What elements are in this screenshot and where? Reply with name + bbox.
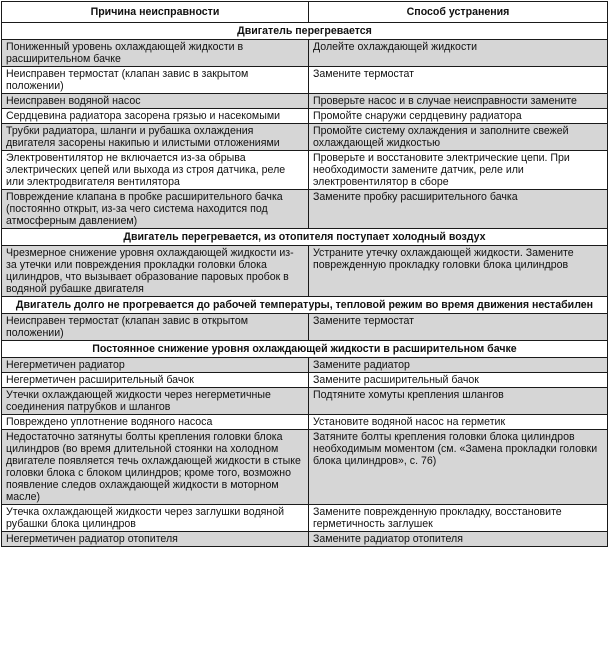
table-row (2, 94, 608, 109)
cause-cell: Неисправен термостат (клапан завис в открытом положении) (2, 314, 309, 341)
section-title: Двигатель перегревается, из отопителя поступает холодный воздух (2, 229, 608, 246)
table-body (2, 23, 608, 547)
troubleshooting-table (1, 1, 608, 547)
remedy-cell: Замените радиатор (309, 358, 608, 373)
cause-cell: Пониженный уровень охлаждающей жидкости в расширительном бачке (2, 40, 309, 67)
remedy-cell: Замените пробку расширительного бачка (309, 190, 608, 229)
table-row (2, 358, 608, 373)
table-row (2, 67, 608, 94)
cause-cell: Неисправен термостат (клапан завис в закрытом положении) (2, 67, 309, 94)
remedy-cell: Промойте снаружи сердцевину радиатора (309, 109, 608, 124)
remedy-cell: Устраните утечку охлаждающей жидкости. Замените поврежденную прокладку головки блока цилиндров (309, 246, 608, 297)
table-row (2, 40, 608, 67)
section-header-row (2, 23, 608, 40)
table-row (2, 415, 608, 430)
table-row (2, 430, 608, 505)
table-row (2, 109, 608, 124)
section-header-row (2, 229, 608, 246)
remedy-cell: Установите водяной насос на герметик (309, 415, 608, 430)
cause-cell: Неисправен водяной насос (2, 94, 309, 109)
remedy-cell: Замените радиатор отопителя (309, 532, 608, 547)
table-row (2, 505, 608, 532)
table-row (2, 246, 608, 297)
table-row (2, 151, 608, 190)
table-row (2, 190, 608, 229)
section-header-row (2, 341, 608, 358)
section-header-row (2, 297, 608, 314)
section-title: Двигатель долго не прогревается до рабочей температуры, тепловой режим во время движения нестабилен (2, 297, 608, 314)
cause-cell: Негерметичен радиатор отопителя (2, 532, 309, 547)
cause-cell: Негерметичен расширительный бачок (2, 373, 309, 388)
cause-cell: Утечка охлаждающей жидкости через заглушки водяной рубашки блока цилиндров (2, 505, 309, 532)
section-title: Постоянное снижение уровня охлаждающей жидкости в расширительном бачке (2, 341, 608, 358)
remedy-cell: Замените термостат (309, 314, 608, 341)
cause-cell: Утечки охлаждающей жидкости через негерметичные соединения патрубков и шлангов (2, 388, 309, 415)
remedy-cell: Проверьте и восстановите электрические цепи. При необходимости замените датчик, реле или электровентилятор в сборе (309, 151, 608, 190)
remedy-cell: Промойте систему охлаждения и заполните свежей охлаждающей жидкостью (309, 124, 608, 151)
table-row (2, 124, 608, 151)
table-row (2, 314, 608, 341)
header-remedy: Способ устранения (309, 2, 608, 23)
remedy-cell: Проверьте насос и в случае неисправности замените (309, 94, 608, 109)
header-cause: Причина неисправности (2, 2, 309, 23)
section-title: Двигатель перегревается (2, 23, 608, 40)
table-row (2, 388, 608, 415)
cause-cell: Повреждение клапана в пробке расширительного бачка (постоянно открыт, из-за чего система находится под атмосферным давлением) (2, 190, 309, 229)
table-row (2, 373, 608, 388)
remedy-cell: Затяните болты крепления головки блока цилиндров необходимым моментом (см. «Замена прокладки головки блока цилиндров», с. 76) (309, 430, 608, 505)
header-row (2, 2, 608, 23)
remedy-cell: Замените поврежденную прокладку, восстановите герметичность заглушек (309, 505, 608, 532)
remedy-cell: Замените термостат (309, 67, 608, 94)
table-row (2, 532, 608, 547)
cause-cell: Трубки радиатора, шланги и рубашка охлаждения двигателя засорены накипью и илистыми отложениями (2, 124, 309, 151)
cause-cell: Повреждено уплотнение водяного насоса (2, 415, 309, 430)
cause-cell: Чрезмерное снижение уровня охлаждающей жидкости из-за утечки или повреждения прокладки головки блока цилиндров, что вызывает образование паровых пробок в водяной рубашке двигателя (2, 246, 309, 297)
cause-cell: Негерметичен радиатор (2, 358, 309, 373)
cause-cell: Электровентилятор не включается из-за обрыва электрических цепей или выхода из строя датчика, реле или электродвигателя вентилятора (2, 151, 309, 190)
remedy-cell: Долейте охлаждающей жидкости (309, 40, 608, 67)
remedy-cell: Подтяните хомуты крепления шлангов (309, 388, 608, 415)
cause-cell: Сердцевина радиатора засорена грязью и насекомыми (2, 109, 309, 124)
remedy-cell: Замените расширительный бачок (309, 373, 608, 388)
cause-cell: Недостаточно затянуты болты крепления головки блока цилиндров (во время длительной стоянки на холодном двигателе появляется течь охлаждающей жидкости в стыке головки блока с блоком цилиндров; кроме того, возможно появление следов охлаждающей жидкости в моторном масле) (2, 430, 309, 505)
